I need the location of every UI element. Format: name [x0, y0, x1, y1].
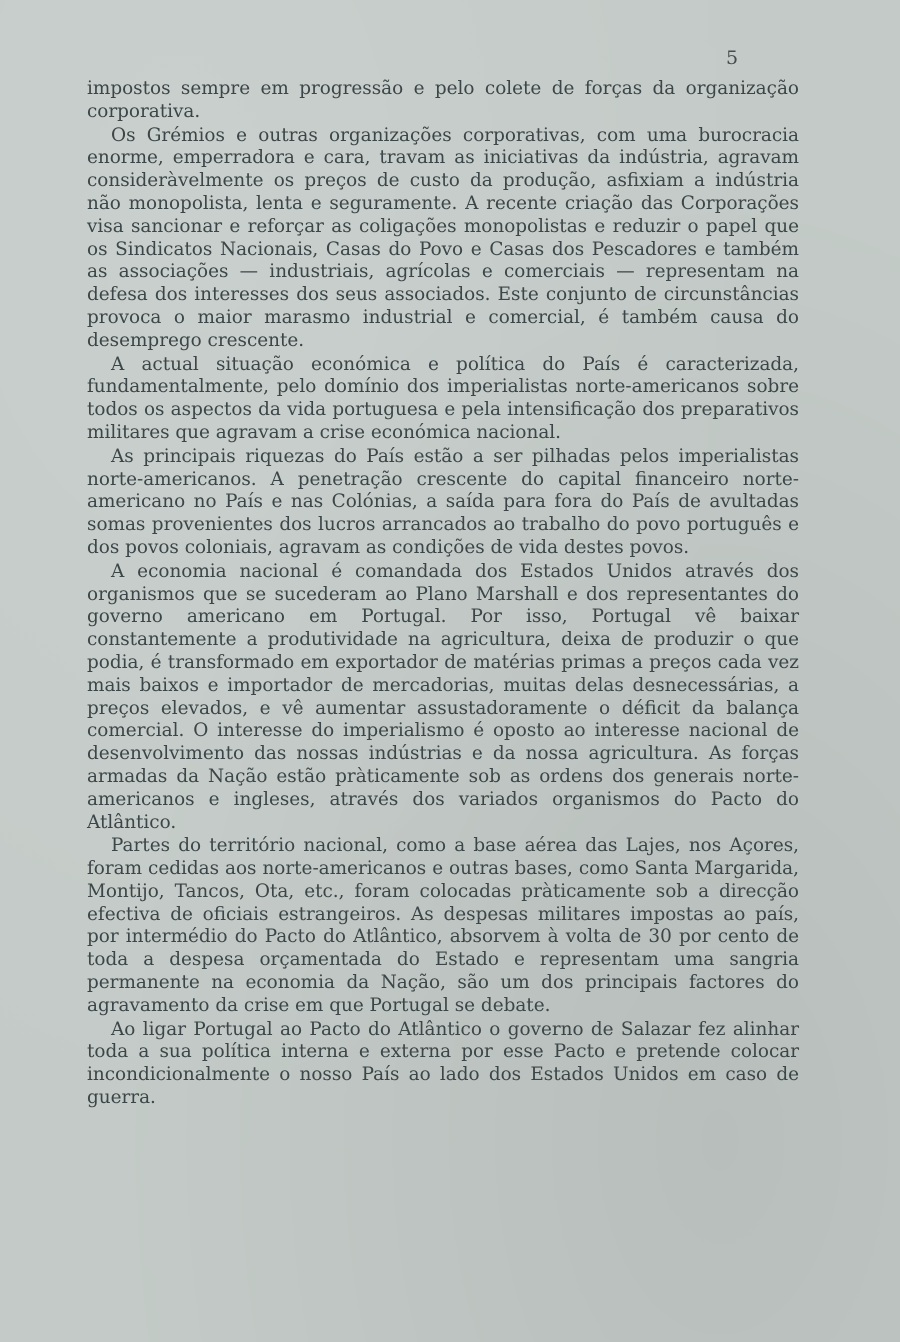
paragraph-3: A actual situação económica e política do País é caracterizada, fundamentalmente, pelo domínio dos imperialistas norte-americanos sobre todos os aspectos da vida portuguesa e pela intensificação dos preparativos militares que agravam a crise económica nacional. [87, 353, 799, 443]
paragraph-7: Ao ligar Portugal ao Pacto do Atlântico o governo de Salazar fez alinhar toda a sua política interna e externa por esse Pacto e pretende colocar incondicionalmente o nosso País ao lado dos Estados Unidos em caso de guerra. [87, 1018, 799, 1109]
paragraph-1: impostos sempre em progressão e pelo colete de forças da organização corporativa. [87, 78, 799, 122]
page-number: 5 [726, 47, 739, 69]
paragraph-5: A economia nacional é comandada dos Estados Unidos através dos organismos que se sucederam ao Plano Marshall e dos representantes do governo americano em Portugal. Por isso, Portugal vê baixar constantemente a produtividade na agricultura, deixa de produzir o que podia, é transformado em exportador de matérias primas a preços cada vez mais baixos e importador de mercadorias, muitas delas desnecessárias, a preços elevados, e vê aumentar assustadoramente o déficit da balança comercial. O interesse do imperialismo é oposto ao interesse nacional de desenvolvimento das nossas indústrias e da nossa agricultura. As forças armadas da Nação estão pràticamente sob as ordens dos generais norte-americanos e ingleses, através dos variados organismos do Pacto do Atlântico. [87, 560, 799, 833]
paragraph-4: As principais riquezas do País estão a ser pilhadas pelos imperialistas norte-americanos. A penetração crescente do capital financeiro norte-americano no País e nas Colónias, a saída para fora do País de avultadas somas provenientes dos lucros arrancados ao trabalho do povo português e dos povos coloniais, agravam as condições de vida destes povos. [87, 445, 799, 558]
text-body [87, 78, 799, 1110]
paragraph-2: Os Grémios e outras organizações corporativas, com uma burocracia enorme, emperradora e cara, travam as iniciativas da indústria, agravam consideràvelmente os preços de custo da produção, asfixiam a indústria não monopolista, lenta e seguramente. A recente criação das Corporações visa sancionar e reforçar as coligações monopolistas e reduzir o papel que os Sindicatos Nacionais, Casas do Povo e Casas dos Pescadores e também as associações — industriais, agrícolas e comerciais — representam na defesa dos interesses dos seus associados. Este conjunto de circunstâncias provoca o maior marasmo industrial e comercial, é também causa do desemprego crescente. [87, 124, 799, 351]
paragraph-6: Partes do território nacional, como a base aérea das Lajes, nos Açores, foram cedidas aos norte-americanos e outras bases, como Santa Margarida, Montijo, Tancos, Ota, etc., foram colocadas pràticamente sob a direcção efectiva de oficiais estrangeiros. As despesas militares impostas ao país, por intermédio do Pacto do Atlântico, absorvem à volta de 30 por cento de toda a despesa orçamentada do Estado e representam uma sangria permanente na economia da Nação, são um dos principais factores do agravamento da crise em que Portugal se debate. [87, 835, 799, 1016]
